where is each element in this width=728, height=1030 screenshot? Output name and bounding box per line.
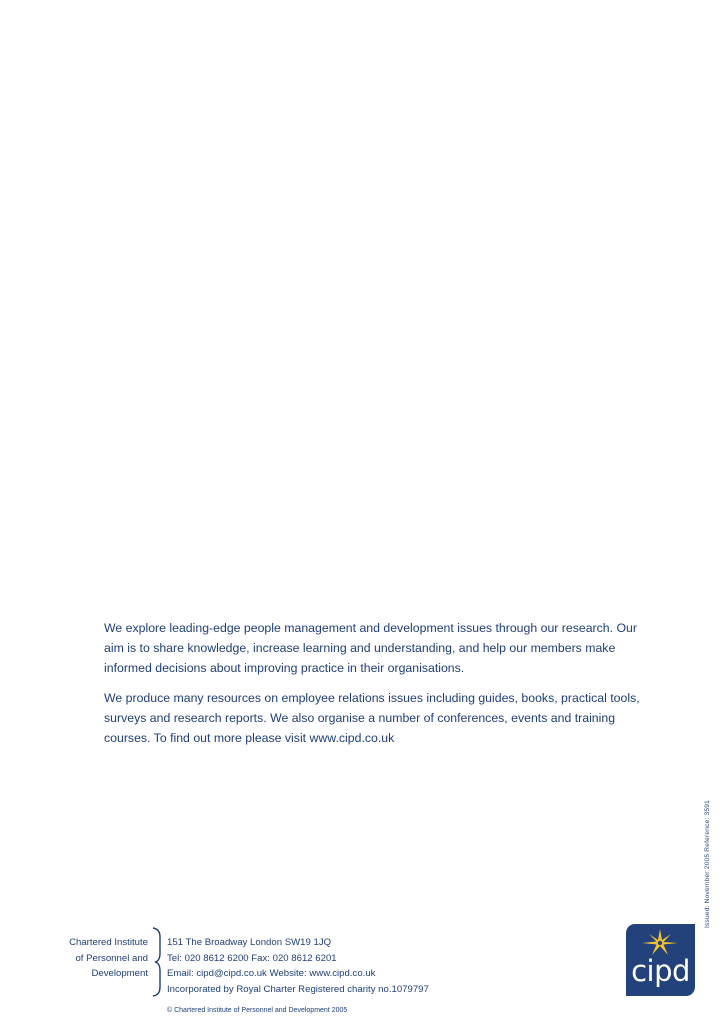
organisation-name: [62, 935, 148, 982]
logo-text: cipd: [631, 954, 690, 988]
org-name-line-1: Chartered Institute: [69, 937, 148, 948]
address-line-2: Tel: 020 8612 6200 Fax: 020 8612 6201: [167, 952, 337, 964]
contact-address: [167, 935, 527, 997]
org-name-line-3: Development: [91, 968, 148, 979]
cipd-logo: [626, 924, 695, 996]
address-line-1: 151 The Broadway London SW19 1JQ: [167, 937, 332, 948]
address-line-3: Email: cipd@cipd.co.uk Website: www.cipd.co.uk: [167, 968, 376, 979]
intro-text: [104, 618, 644, 758]
intro-paragraph-2: We produce many resources on employee relations issues including guides, books, practical tools, surveys and research reports. We also organise a number of conferences, events and training courses. To find out more please visit www.cipd.co.uk: [104, 691, 640, 745]
intro-paragraph-1: We explore leading-edge people management and development issues through our research. Our aim is to share knowledge, increase learning and understanding, and help our members make informed decisions about improving practice in their organisations.: [104, 621, 637, 675]
copyright-notice: © Chartered Institute of Personnel and Development 2005: [167, 1007, 348, 1014]
address-line-4: Incorporated by Royal Charter Registered charity no.1079797: [167, 983, 429, 995]
issue-reference: Issued: November 2005 Reference: 3591: [704, 800, 711, 928]
org-name-line-2: of Personnel and: [75, 952, 148, 964]
